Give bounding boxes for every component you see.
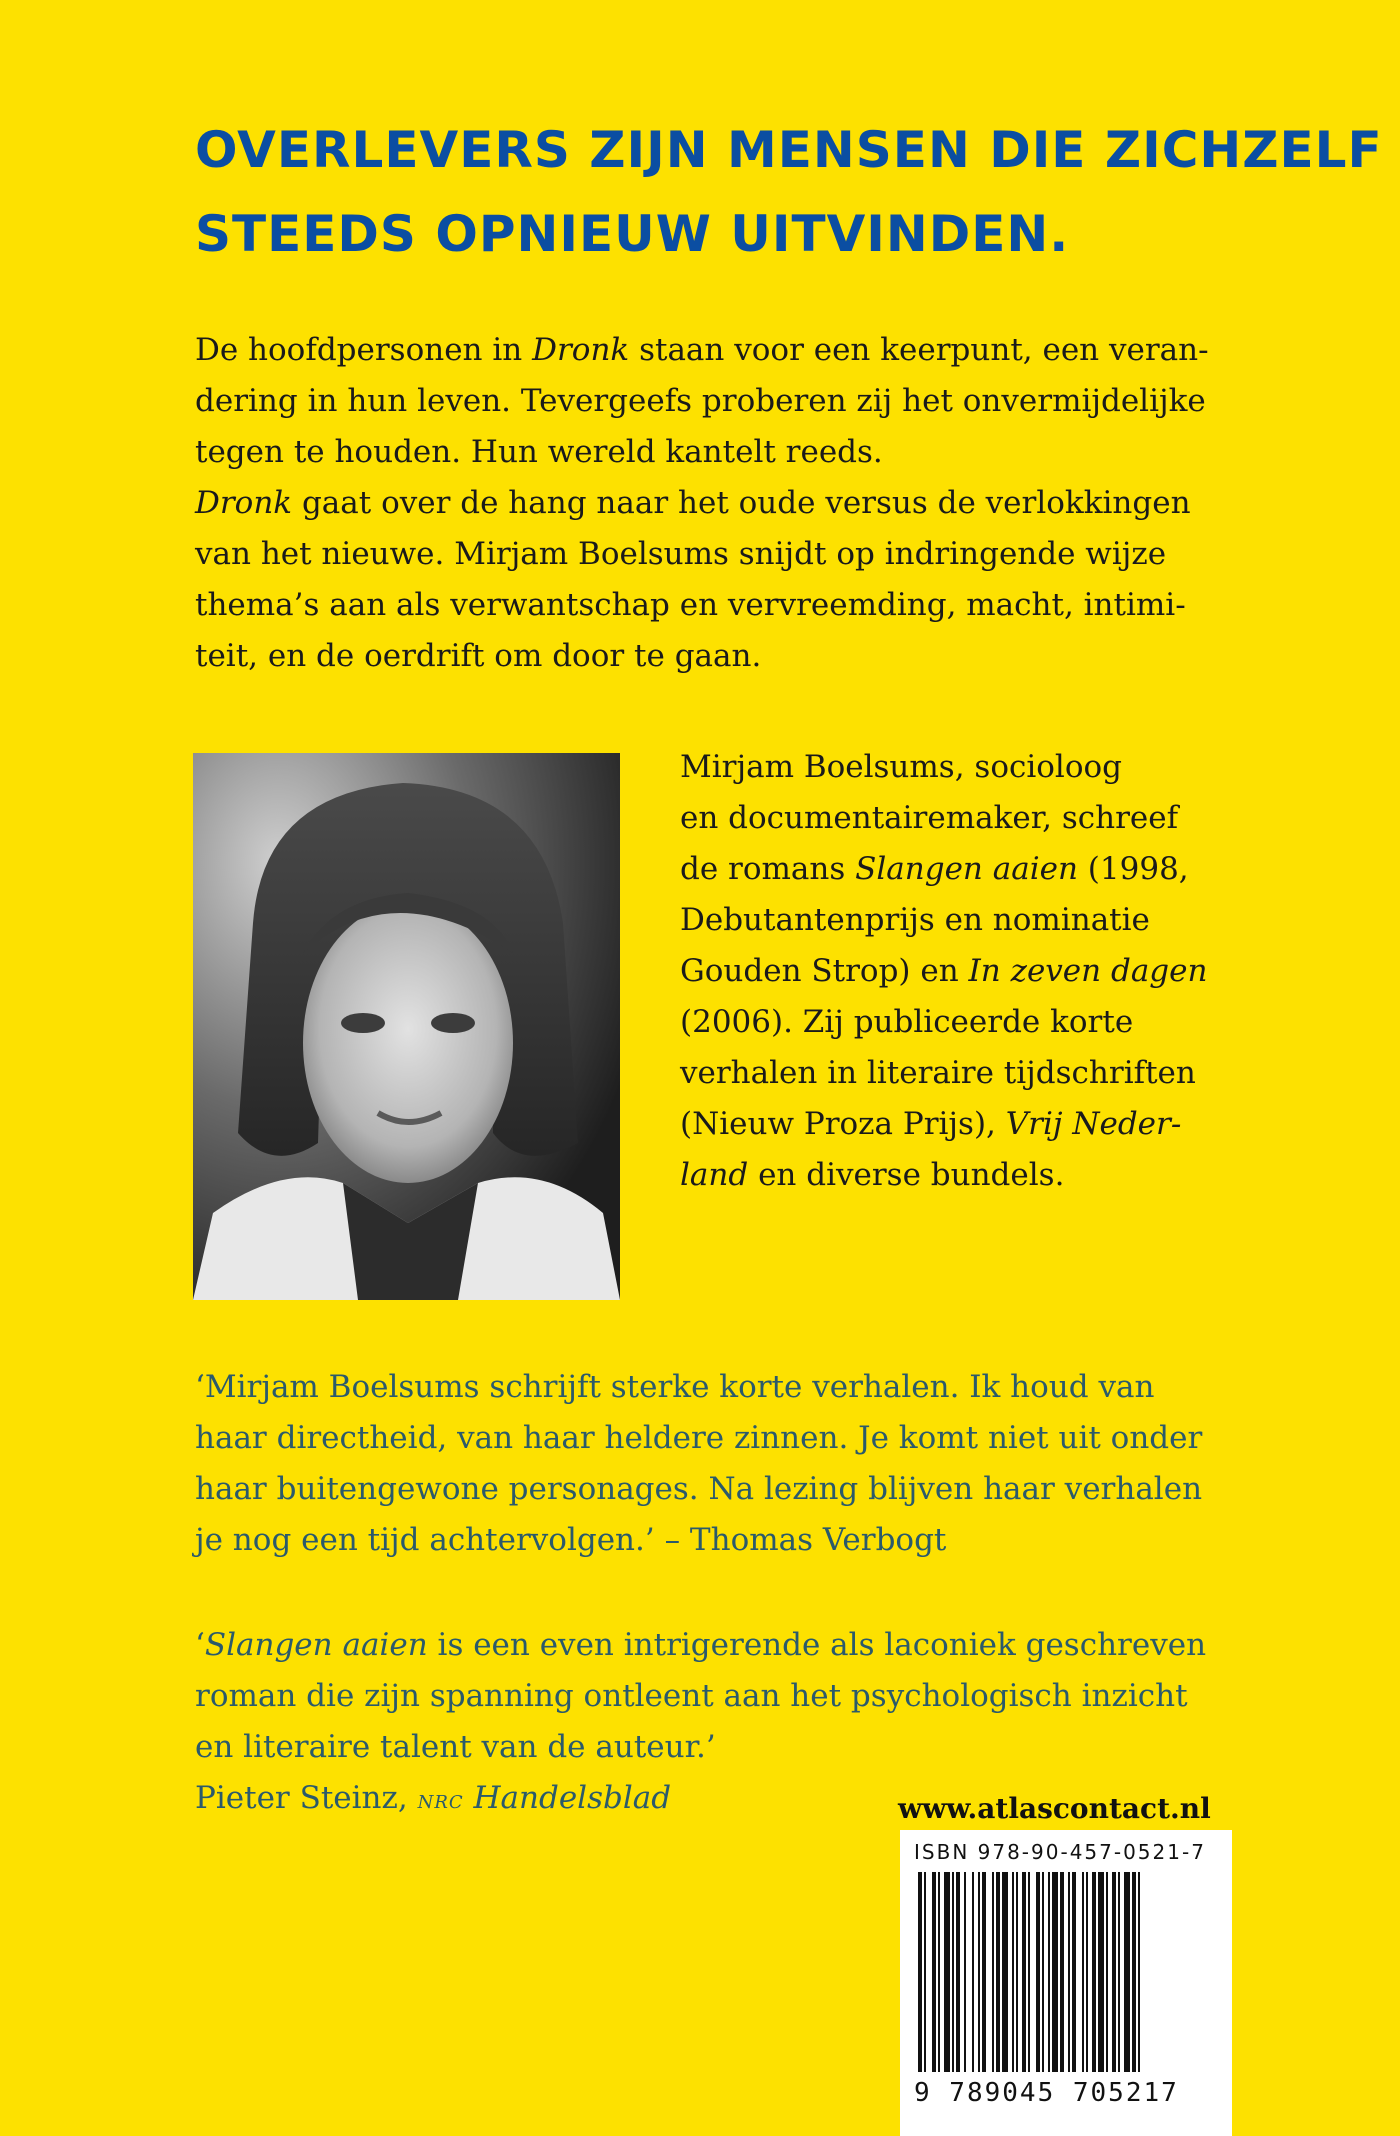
bio-text: Gouden Strop) en (680, 953, 969, 989)
bio-line (680, 844, 1270, 895)
bio-text: (1998, (1077, 851, 1189, 887)
book-title-italic: In zeven dagen (968, 953, 1208, 989)
barcode-bar (1106, 1872, 1108, 2072)
author-photo (193, 753, 620, 1300)
quote-text: Pieter Steinz, (195, 1780, 418, 1816)
barcode-bar (1138, 1872, 1140, 2072)
barcode-bar (1092, 1872, 1096, 2072)
bio-line (680, 1150, 1270, 1201)
barcode-bar (972, 1872, 974, 2072)
quote-text: is een even intrigerende als laconiek geschreven (427, 1627, 1207, 1663)
bio-line: en documentairemaker, schreef (680, 800, 1179, 836)
quote-line: haar buitengewone personages. Na lezing blijven haar verhalen (195, 1471, 1203, 1507)
barcode-bar (938, 1872, 940, 2072)
headline-line: STEEDS OPNIEUW UITVINDEN. (195, 205, 1070, 263)
quote-line: roman die zijn spanning ontleent aan het psychologisch inzicht (195, 1678, 1188, 1714)
barcode-bar (944, 1872, 950, 2072)
barcode-bar (1036, 1872, 1040, 2072)
bio-line (680, 946, 1270, 997)
bio-line: (2006). Zij publiceerde korte (680, 1004, 1134, 1040)
blurb-line: teit, en de oerdrift om door te gaan. (195, 638, 762, 674)
barcode-bar (964, 1872, 966, 2072)
book-title-italic: Dronk (532, 332, 630, 368)
quote-line: je nog een tijd achtervolgen.’ – Thomas Verbogt (195, 1522, 947, 1558)
book-blurb (195, 325, 1255, 682)
author-portrait-image (193, 753, 620, 1300)
barcode-bar (956, 1872, 960, 2072)
isbn-label: ISBN 978-90-457-0521-7 (914, 1840, 1206, 1864)
magazine-title-italic: Vrij Neder- (1005, 1106, 1182, 1142)
barcode-bar (952, 1872, 954, 2072)
blurb-line (195, 478, 1255, 529)
quote-line: ‘Mirjam Boelsums schrijft sterke korte verhalen. Ik houd van (195, 1369, 1155, 1405)
bio-line: Mirjam Boelsums, socioloog (680, 749, 1123, 785)
bio-line: verhalen in literaire tijdschriften (680, 1055, 1196, 1091)
publisher-url: www.atlascontact.nl (898, 1792, 1211, 1825)
barcode-bar (1098, 1872, 1104, 2072)
author-bio (680, 742, 1270, 1201)
barcode-bar (996, 1872, 1000, 2072)
barcode-bar (924, 1872, 926, 2072)
blurb-line: tegen te houden. Hun wereld kantelt reeds. (195, 434, 883, 470)
barcode-bar (1042, 1872, 1044, 2072)
book-title-italic: Slangen aaien (204, 1627, 428, 1663)
barcode-bars-icon (918, 1872, 1214, 2072)
blurb-line: thema’s aan als verwantschap en vervreemding, macht, intimi- (195, 587, 1186, 623)
barcode-bar (1132, 1872, 1136, 2072)
barcode-bar (1028, 1872, 1030, 2072)
barcode-bar (918, 1872, 922, 2072)
isbn-barcode (900, 1830, 1232, 2136)
barcode-bar (978, 1872, 980, 2072)
barcode-bar (1048, 1872, 1050, 2072)
bio-text: (Nieuw Proza Prijs), (680, 1106, 1006, 1142)
newspaper-title-italic: Handelsblad (463, 1780, 672, 1816)
barcode-bar (1072, 1872, 1076, 2072)
barcode-bar (1118, 1872, 1120, 2072)
book-title-italic: Slangen aaien (855, 851, 1078, 887)
barcode-bar (1012, 1872, 1014, 2072)
barcode-bar (1022, 1872, 1026, 2072)
barcode-bar (1060, 1872, 1064, 2072)
blurb-text: gaat over de hang naar het oude versus de verlokkingen (292, 485, 1191, 521)
barcode-bar (1086, 1872, 1088, 2072)
quote-text: ‘ (195, 1627, 205, 1663)
barcode-bar (992, 1872, 994, 2072)
magazine-title-italic: land (680, 1157, 749, 1193)
bio-text: de romans (680, 851, 856, 887)
barcode-bar (982, 1872, 986, 2072)
bio-line (680, 1099, 1270, 1150)
headline-line: OVERLEVERS ZIJN MENSEN DIE ZICHZELF (195, 121, 1383, 179)
barcode-bar (932, 1872, 936, 2072)
barcode-bar (1002, 1872, 1008, 2072)
blurb-line: van het nieuwe. Mirjam Boelsums snijdt op indringende wijze (195, 536, 1167, 572)
barcode-digits: 9 789045 705217 (914, 2078, 1179, 2108)
quote-line: haar directheid, van haar heldere zinnen. Je komt niet uit onder (195, 1420, 1203, 1456)
quote-line: en literaire talent van de auteur.’ (195, 1729, 716, 1765)
blurb-line: dering in hun leven. Tevergeefs proberen zij het onvermijdelijke (195, 383, 1206, 419)
barcode-bar (1124, 1872, 1130, 2072)
barcode-bar (1016, 1872, 1018, 2072)
newspaper-abbrev: nrc (417, 1785, 464, 1815)
review-quote-verbogt (195, 1362, 1275, 1566)
book-title-italic: Dronk (195, 485, 293, 521)
barcode-bar (1068, 1872, 1070, 2072)
barcode-bar (1112, 1872, 1116, 2072)
blurb-line (195, 325, 1255, 376)
barcode-bar (1052, 1872, 1058, 2072)
blurb-text: staan voor een keerpunt, een veran- (629, 332, 1209, 368)
headline (195, 108, 1383, 276)
blurb-text: De hoofdpersonen in (195, 332, 533, 368)
barcode-bar (1082, 1872, 1084, 2072)
bio-text: en diverse bundels. (748, 1157, 1065, 1193)
quote-line (195, 1620, 1275, 1671)
bio-line: Debutantenprijs en nominatie (680, 902, 1150, 938)
